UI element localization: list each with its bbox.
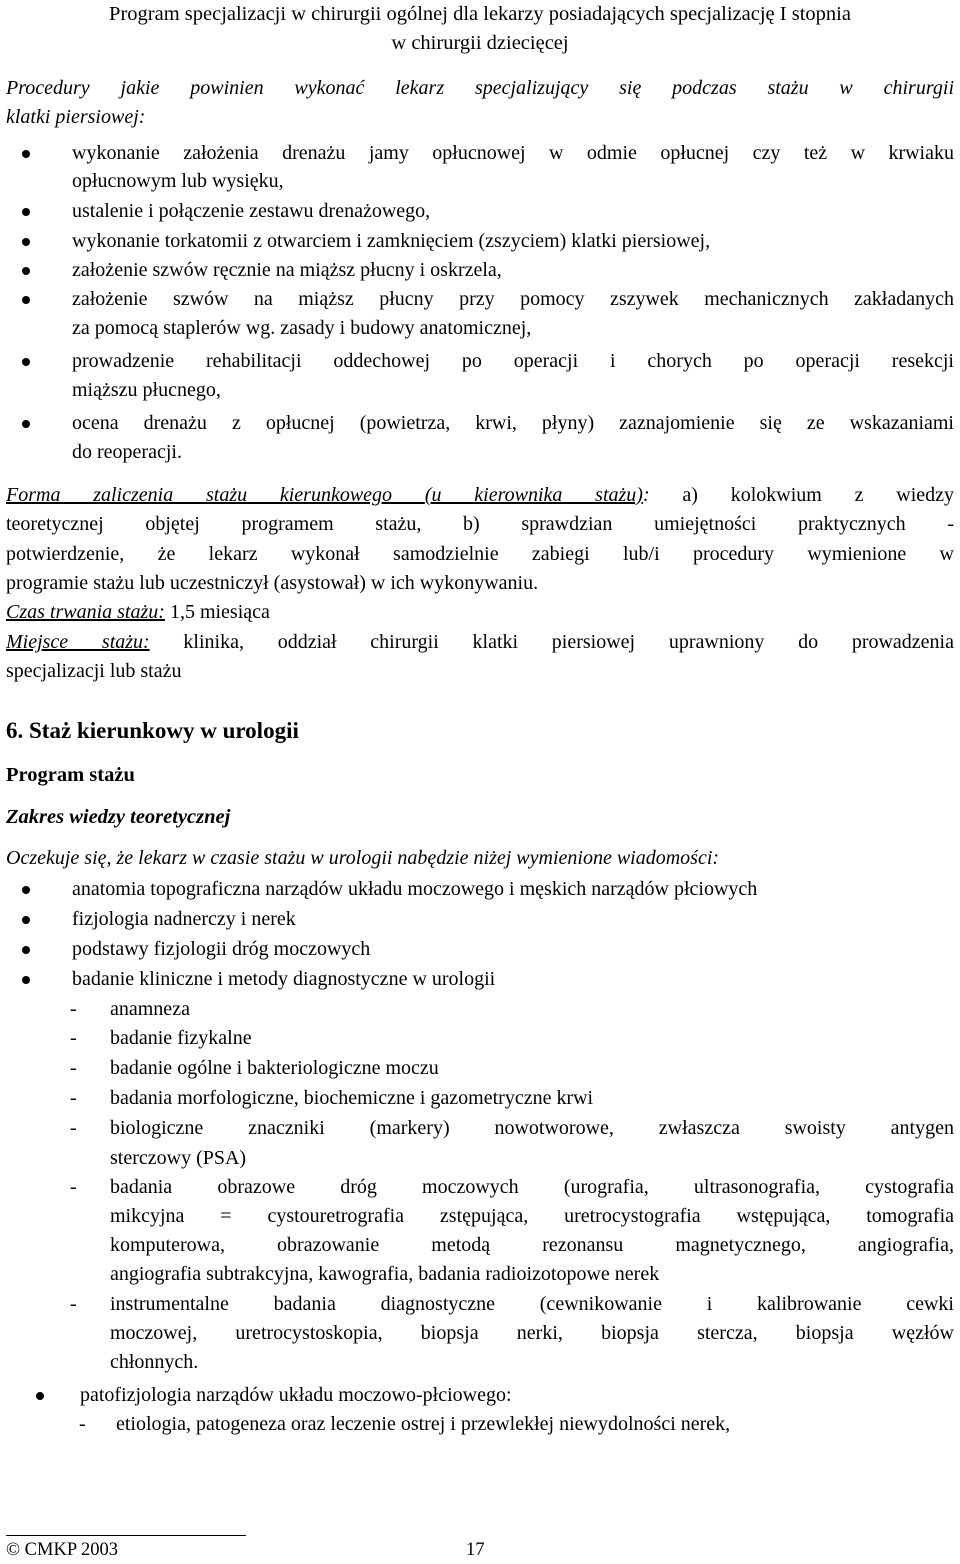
procedure-item-5-line-1: założenie szwów na miąższ płucny przy pomocy zszywek mechanicznych zakładanych [72, 288, 954, 310]
forma-label-kierownik: (u kierownika stażu) [424, 484, 643, 506]
procedure-item-3: wykonanie torkatomii z otwarciem i zamknięciem (zszyciem) klatki piersiowej, [72, 230, 711, 252]
miejsce-text-1: klinika, oddział chirurgii klatki piersiowej uprawniony do prowadzenia [149, 631, 954, 653]
miejsce-stazu-line-2: specjalizacji lub stażu [6, 660, 182, 682]
forma-zaliczenia-line-4: programie stażu lub uczestniczył (asystował) w ich wykonywaniu. [6, 572, 539, 594]
procedures-intro-line-2: klatki piersiowej: [6, 106, 146, 128]
miejsce-label: Miejsce stażu: [6, 631, 150, 653]
subitem-obrazowe-line-4: angiografia subtrakcyjna, kawografia, badania radioizotopowe nerek [110, 1263, 660, 1285]
header-line-2: w chirurgii dziecięcej [391, 32, 569, 54]
subitem-badania-krwi: badania morfologiczne, biochemiczne i gazometryczne krwi [110, 1087, 594, 1109]
forma-label: Forma zaliczenia stażu kierunkowego [6, 484, 425, 506]
dash-marker: - [70, 1117, 77, 1139]
czas-value: 1,5 miesiąca [164, 601, 270, 623]
zakres-wiedzy-heading: Zakres wiedzy teoretycznej [6, 806, 231, 828]
dash-marker: - [70, 1087, 77, 1109]
subitem-obrazowe-line-3: komputerowa, obrazowanie metodą rezonansu magnetycznego, angiografia, [110, 1234, 954, 1256]
knowledge-item-3: podstawy fizjologii dróg moczowych [72, 938, 371, 960]
subitem-instrumentalne-line-2: moczowej, uretrocystoskopia, biopsja nerki, biopsja stercza, biopsja węzłów [110, 1322, 954, 1344]
bullet-icon [22, 976, 30, 984]
dash-marker: - [70, 1176, 77, 1198]
bullet-icon [22, 296, 30, 304]
dash-marker: - [70, 1293, 77, 1315]
subitem-obrazowe-line-1: badania obrazowe dróg moczowych (urografia, ultrasonografia, cystografia [110, 1176, 954, 1198]
subitem-instrumentalne-line-1: instrumentalne badania diagnostyczne (cewnikowanie i kalibrowanie cewki [110, 1293, 954, 1315]
bullet-icon [22, 238, 30, 246]
czas-trwania [6, 598, 954, 627]
bullet-icon [22, 946, 30, 954]
bullet-icon [22, 420, 30, 428]
forma-text-1: a) kolokwium z wiedzy [649, 484, 955, 506]
subitem-markery-line-2: sterczowy (PSA) [110, 1147, 247, 1169]
procedure-item-7-line-1: ocena drenażu z opłucnej (powietrza, krwi, płyny) zaznajomienie się ze wskazaniami [72, 412, 954, 434]
dash-marker: - [70, 1027, 77, 1049]
header-line-1: Program specjalizacji w chirurgii ogólnej dla lekarzy posiadających specjalizację I stopnia [109, 3, 851, 25]
knowledge-item-2: fizjologia nadnerczy i nerek [72, 908, 296, 930]
dash-marker: - [79, 1413, 86, 1435]
section-title: 6. Staż kierunkowy w urologii [6, 718, 299, 743]
forma-zaliczenia-line-1 [6, 481, 954, 510]
subitem-anamneza: anamneza [110, 998, 190, 1020]
miejsce-stazu-line-1 [6, 628, 954, 657]
bullet-icon [22, 267, 30, 275]
bullet-icon [22, 916, 30, 924]
czas-label: Czas trwania stażu: [6, 601, 165, 623]
procedure-item-1-line-1: wykonanie założenia drenażu jamy opłucnowej w odmie opłucnej czy też w krwiaku [72, 142, 954, 164]
bullet-icon [22, 208, 30, 216]
subitem-markery-line-1: biologiczne znaczniki (markery) nowotworowe, zwłaszcza swoisty antygen [110, 1117, 954, 1139]
page-number: 17 [466, 1540, 485, 1560]
forma-zaliczenia-line-2: teoretycznej objętej programem stażu, b) sprawdzian umiejętności praktycznych - [6, 513, 954, 535]
oczekuje-intro: Oczekuje się, że lekarz w czasie stażu w urologii nabędzie niżej wymienione wiadomości: [6, 847, 720, 869]
subitem-obrazowe-line-2: mikcyjna = cystouretrografia zstępująca, uretrocystografia wstępująca, tomografia [110, 1205, 954, 1227]
bullet-icon [22, 358, 30, 366]
forma-zaliczenia-line-3: potwierdzenie, że lekarz wykonał samodzielnie zabiegi lub/i procedury wymienione w [6, 543, 954, 565]
subitem-badanie-moczu: badanie ogólne i bakteriologiczne moczu [110, 1057, 439, 1079]
knowledge-item-4: badanie kliniczne i metody diagnostyczne w urologii [72, 968, 496, 990]
procedure-item-5-line-2: za pomocą staplerów wg. zasady i budowy anatomicznej, [72, 317, 532, 339]
subitem-badanie-fizykalne: badanie fizykalne [110, 1027, 252, 1049]
procedure-item-6-line-1: prowadzenie rehabilitacji oddechowej po operacji i chorych po operacji resekcji [72, 350, 954, 372]
procedures-intro-line-1: Procedury jakie powinien wykonać lekarz specjalizujący się podczas stażu w chirurgii [6, 77, 954, 99]
knowledge-item-5: patofizjologia narządów układu moczowo-płciowego: [80, 1384, 512, 1406]
forma-label-colon: : [642, 484, 650, 506]
procedure-item-4: założenie szwów ręcznie na miąższ płucny i oskrzela, [72, 259, 502, 281]
knowledge-item-1: anatomia topograficzna narządów układu moczowego i męskich narządów płciowych [72, 878, 758, 900]
bullet-icon [22, 886, 30, 894]
subitem-niewydolnosc-nerek: etiologia, patogeneza oraz leczenie ostrej i przewlekłej niewydolności nerek, [116, 1413, 731, 1435]
dash-marker: - [70, 1057, 77, 1079]
bullet-icon [22, 150, 30, 158]
footer-copyright: © CMKP 2003 [6, 1540, 119, 1560]
page-header [0, 0, 960, 58]
procedure-item-1-line-2: opłucnowym lub wysięku, [72, 170, 284, 192]
procedure-item-2: ustalenie i połączenie zestawu drenażowego, [72, 200, 431, 222]
bullet-icon [36, 1392, 44, 1400]
subitem-instrumentalne-line-3: chłonnych. [110, 1351, 199, 1373]
procedure-item-7-line-2: do reoperacji. [72, 441, 182, 463]
procedure-item-6-line-2: miąższu płucnego, [72, 379, 221, 401]
program-stazu-heading: Program stażu [6, 764, 135, 786]
dash-marker: - [70, 998, 77, 1020]
